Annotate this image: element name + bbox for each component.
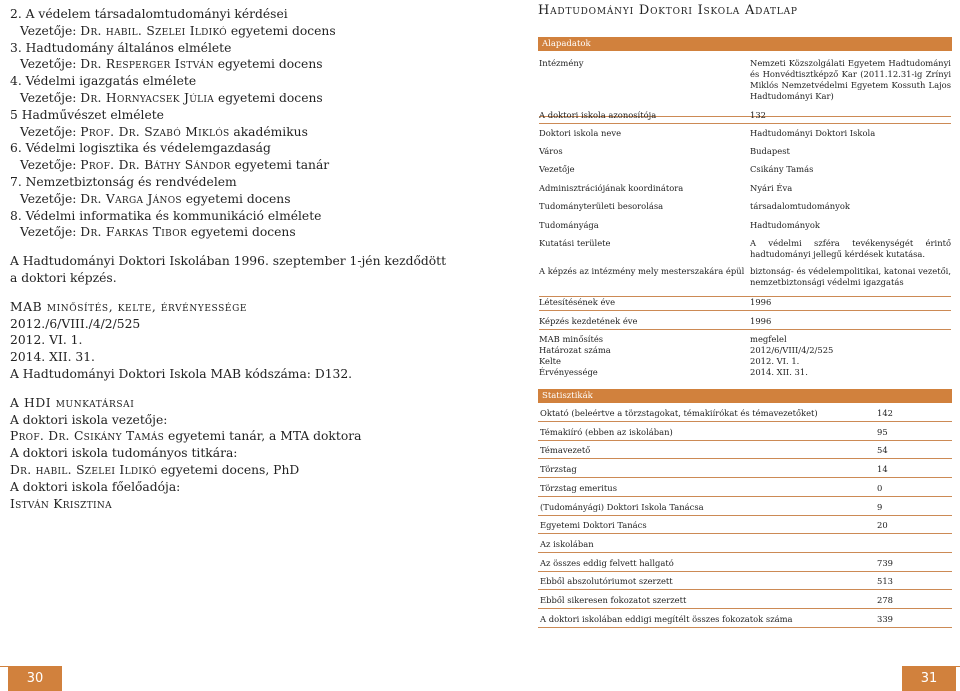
list-item: 4. Védelmi igazgatás elmélete bbox=[10, 74, 197, 89]
stat-value: 142 bbox=[877, 408, 893, 418]
mab-label: Kelte bbox=[539, 356, 561, 366]
leader-name: Dr. Varga János bbox=[80, 191, 182, 206]
stat-value: 278 bbox=[877, 595, 893, 605]
leader-name: Dr. Farkas Tibor bbox=[80, 225, 187, 240]
stat-label: Oktató (beleértve a törzstagokat, témakiírókat és témavezetőket) bbox=[540, 408, 818, 418]
stat-value: 20 bbox=[877, 520, 888, 531]
row-label: Képzés kezdetének éve bbox=[539, 316, 638, 326]
stat-label: Ebből sikeresen fokozatot szerzett bbox=[540, 595, 687, 605]
data-row bbox=[539, 146, 951, 159]
mab-label: MAB minősítés bbox=[539, 334, 604, 344]
mab-line: 2012. VI. 1. bbox=[10, 333, 83, 348]
secretary-title: egyetemi docens, PhD bbox=[156, 462, 300, 477]
stat-value: 0 bbox=[877, 482, 883, 493]
leader-title: akadémikus bbox=[229, 124, 308, 139]
stat-label: Témavezető bbox=[540, 445, 591, 456]
leader-title: egyetemi docens bbox=[186, 225, 296, 240]
secretary-name: Dr. habil. Szelei Ildikó bbox=[10, 462, 157, 477]
right-page-number: 31 bbox=[902, 666, 956, 691]
leader-name: Dr. habil. Szelei Ildikó bbox=[80, 23, 227, 38]
row-value: Csikány Tamás bbox=[750, 164, 814, 174]
stat-label: (Tudományági) Doktori Iskola Tanácsa bbox=[540, 501, 704, 512]
mab-lines bbox=[10, 316, 460, 383]
footer-rule-right bbox=[956, 666, 960, 667]
row-value: társadalomtudományok bbox=[750, 201, 851, 211]
statistics-header: Statisztikák bbox=[538, 389, 952, 403]
hdi-staff-heading: A HDI munkatársai bbox=[10, 395, 135, 410]
data-row bbox=[539, 266, 951, 297]
row-label: Tudományterületi besorolása bbox=[539, 201, 664, 211]
stat-row bbox=[538, 556, 952, 572]
leader-prefix: Vezetője: bbox=[20, 124, 81, 139]
leader-prefix: Vezetője: bbox=[20, 225, 81, 240]
left-page-content bbox=[10, 6, 460, 512]
mab-line: 2012./6/VIII./4/2/525 bbox=[10, 316, 141, 331]
footer-rule-left bbox=[0, 666, 8, 667]
row-value: Budapest bbox=[750, 146, 790, 156]
list-leader-line bbox=[10, 157, 460, 174]
mab-heading: MAB minősítés, kelte, érvényessége bbox=[10, 299, 248, 314]
row-label: Kutatási területe bbox=[539, 238, 611, 248]
data-row bbox=[539, 316, 951, 330]
stat-value: 739 bbox=[877, 557, 893, 568]
row-value: Hadtudományok bbox=[750, 220, 820, 230]
row-label: Város bbox=[539, 146, 563, 156]
data-row bbox=[539, 297, 951, 311]
leader-prefix: Vezetője: bbox=[20, 57, 81, 72]
stat-label: Törzstag bbox=[540, 464, 577, 475]
list-leader-line bbox=[10, 191, 460, 208]
stat-value: 54 bbox=[877, 445, 888, 456]
mab-block bbox=[539, 334, 951, 380]
admin-label: A doktori iskola főelőadója: bbox=[10, 479, 181, 494]
secretary-label: A doktori iskola tudományos titkára: bbox=[10, 446, 238, 461]
admin-name: István Krisztina bbox=[10, 496, 112, 511]
stat-label: Ebből abszolutóriumot szerzett bbox=[540, 576, 673, 587]
stat-label: Törzstag emeritus bbox=[540, 482, 617, 493]
mab-label: Érvényessége bbox=[539, 367, 598, 377]
data-row bbox=[539, 110, 951, 124]
leader-prefix: Vezetője: bbox=[20, 158, 81, 173]
stat-value: 513 bbox=[877, 576, 893, 587]
row-label: Doktori iskola neve bbox=[539, 128, 622, 138]
row-value: 1996 bbox=[750, 297, 772, 307]
stat-row bbox=[538, 500, 952, 516]
list-leader-line bbox=[10, 124, 460, 141]
stat-value: 14 bbox=[877, 464, 888, 475]
list-item: 8. Védelmi informatika és kommunikáció elmélete bbox=[10, 208, 322, 223]
leader-prefix: Vezetője: bbox=[20, 23, 81, 38]
mab-value: 2012/6/VIII/4/2/525 bbox=[750, 345, 834, 355]
data-row bbox=[539, 128, 951, 141]
stat-label: Az összes eddig felvett hallgató bbox=[540, 557, 674, 568]
data-row bbox=[539, 183, 951, 196]
stat-row bbox=[538, 443, 952, 459]
list-item: 6. Védelmi logisztika és védelemgazdaság bbox=[10, 141, 271, 156]
data-row bbox=[539, 220, 951, 233]
data-row bbox=[539, 238, 951, 266]
data-row bbox=[539, 164, 951, 177]
list-leader-line bbox=[10, 90, 460, 107]
leader-title: egyetemi docens bbox=[214, 90, 323, 105]
mab-value: 2014. XII. 31. bbox=[750, 367, 808, 377]
data-row bbox=[539, 58, 951, 117]
founding-statement: A Hadtudományi Doktori Iskolában 1996. szeptember 1-jén kezdődött a doktori képzés. bbox=[10, 254, 447, 285]
leader-title: egyetemi tanár, a MTA doktora bbox=[164, 429, 362, 444]
list-leader-line bbox=[10, 56, 460, 73]
row-label: Intézmény bbox=[539, 58, 584, 68]
stat-label: Témakiíró (ebben az iskolában) bbox=[540, 426, 673, 437]
leader-name: Prof. Dr. Báthy Sándor bbox=[80, 158, 231, 173]
leader-title: egyetemi docens bbox=[181, 191, 291, 206]
row-value: Nemzeti Közszolgálati Egyetem Hadtudományi és Honvédtisztképző Kar (2011.12.31-ig Zrínyi Miklós Nemzetvédelmi Egyetem Kossuth Lajos Hadtudományi Kar) bbox=[750, 58, 951, 101]
leader-name: Dr. Hornyacsek Júlia bbox=[80, 90, 215, 105]
mab-value: megfelel bbox=[750, 334, 787, 344]
stat-value: 9 bbox=[877, 501, 883, 512]
stat-row bbox=[538, 406, 952, 422]
list-item: 3. Hadtudomány általános elmélete bbox=[10, 40, 232, 55]
stat-row bbox=[538, 612, 952, 628]
row-value: Nyári Éva bbox=[750, 183, 793, 193]
stat-row bbox=[538, 593, 952, 609]
left-page-number: 30 bbox=[8, 666, 62, 691]
row-label: A doktori iskola azonosítója bbox=[539, 110, 657, 120]
row-label: A képzés az intézmény mely mesterszakára épül bbox=[539, 266, 745, 276]
stat-row bbox=[538, 425, 952, 441]
stat-value: 95 bbox=[877, 426, 888, 437]
leader-name: Prof. Dr. Szabó Miklós bbox=[80, 124, 230, 139]
row-label: Létesítésének éve bbox=[539, 297, 616, 307]
leader-prefix: Vezetője: bbox=[20, 90, 81, 105]
data-row bbox=[539, 201, 951, 214]
stat-row bbox=[538, 574, 952, 590]
stat-value: 339 bbox=[877, 613, 893, 624]
row-value: 132 bbox=[750, 110, 766, 120]
stat-label: Egyetemi Doktori Tanács bbox=[540, 520, 647, 531]
mab-label: Határozat száma bbox=[539, 345, 611, 355]
basic-data-header: Alapadatok bbox=[538, 37, 952, 51]
row-label: Adminisztrációjának koordinátora bbox=[539, 183, 684, 193]
mab-line: 2014. XII. 31. bbox=[10, 350, 95, 365]
list-item: 5 Hadművészet elmélete bbox=[10, 107, 164, 122]
row-label: Vezetője bbox=[539, 164, 575, 174]
research-areas-list bbox=[10, 6, 460, 241]
row-value: 1996 bbox=[750, 316, 772, 326]
leader-name: Dr. Resperger István bbox=[80, 57, 214, 72]
leader-line bbox=[10, 428, 460, 445]
row-value: biztonság- és védelempolitikai, katonai vezetői, nemzetbiztonsági védelmi igazgatás bbox=[750, 266, 951, 287]
list-leader-line bbox=[10, 23, 460, 40]
leader-title: egyetemi docens bbox=[226, 23, 336, 38]
row-value: A védelmi szféra tevékenységét érintő hadtudományi jellegű kérdések kutatása. bbox=[750, 238, 951, 259]
row-label: Tudományága bbox=[539, 220, 599, 230]
mab-values bbox=[750, 334, 951, 378]
list-leader-line bbox=[10, 224, 460, 241]
leader-title: egyetemi tanár bbox=[230, 158, 330, 173]
leader-name: Prof. Dr. Csikány Tamás bbox=[10, 429, 165, 444]
stat-row bbox=[538, 481, 952, 497]
row-value: Hadtudományi Doktori Iskola bbox=[750, 128, 876, 138]
mab-line: A Hadtudományi Doktori Iskola MAB kódszáma: D132. bbox=[10, 366, 353, 381]
stat-row bbox=[538, 537, 952, 553]
stat-row bbox=[538, 518, 952, 534]
stat-label: A doktori iskolában eddigi megítélt összes fokozatok száma bbox=[540, 613, 793, 624]
list-item: 7. Nemzetbiztonság és rendvédelem bbox=[10, 174, 237, 189]
mab-labels bbox=[539, 334, 611, 378]
leader-title: egyetemi docens bbox=[213, 57, 323, 72]
datasheet-title: Hadtudományi Doktori Iskola Adatlap bbox=[538, 3, 798, 18]
secretary-line bbox=[10, 462, 460, 479]
list-item: 2. A védelem társadalomtudományi kérdései bbox=[10, 7, 288, 21]
leader-prefix: Vezetője: bbox=[20, 191, 81, 206]
stat-row bbox=[538, 462, 952, 478]
mab-value: 2012. VI. 1. bbox=[750, 356, 800, 366]
stat-label: Az iskolában bbox=[540, 538, 594, 549]
leader-label: A doktori iskola vezetője: bbox=[10, 412, 168, 427]
